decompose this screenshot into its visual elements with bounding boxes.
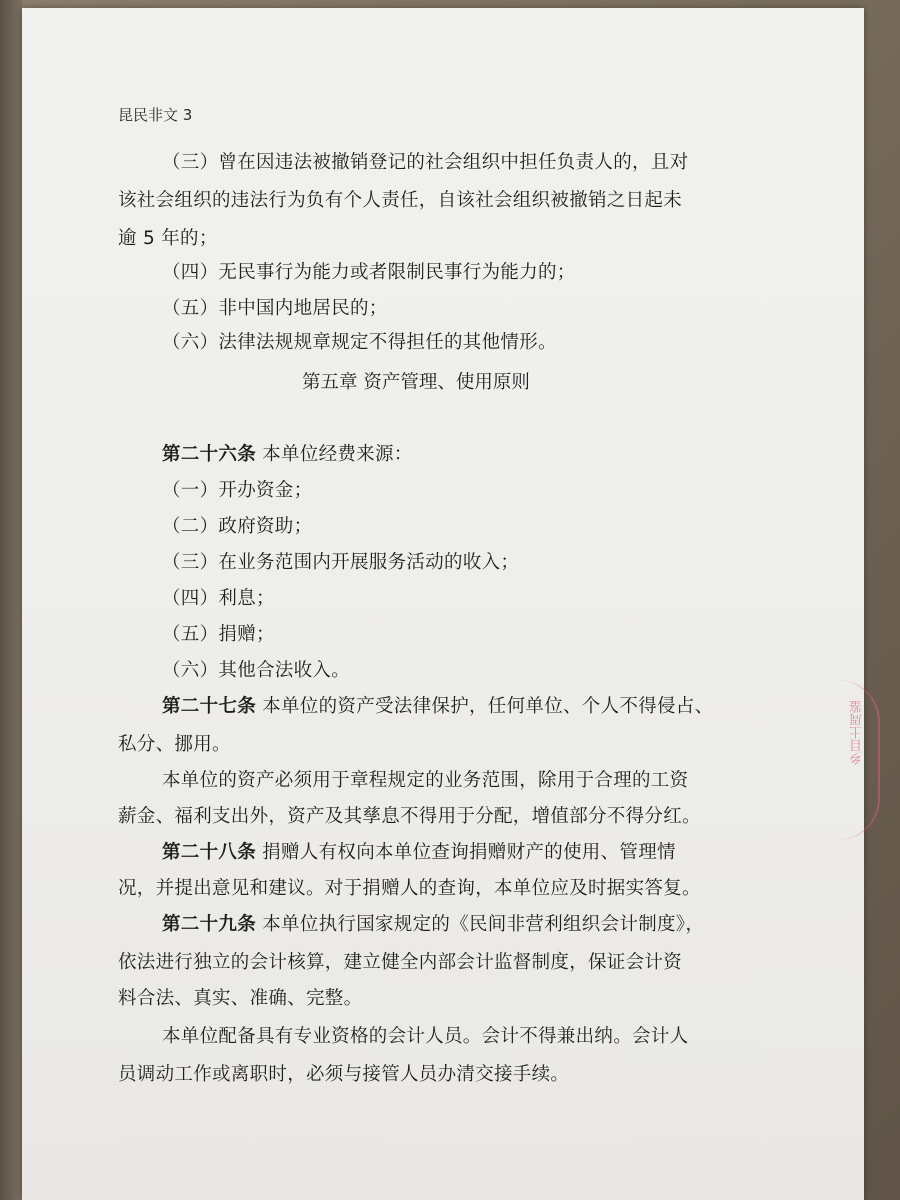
text-line: 本单位配备具有专业资格的会计人员。会计不得兼出纳。会计人 [162,1026,689,1047]
text-line: 员调动工作或离职时，必须与接管人员办清交接手续。 [118,1064,570,1085]
list-item: （一）开办资金； [162,480,313,501]
article-heading: 第二十八条 [162,842,257,863]
article-heading: 第二十九条 [162,914,257,935]
text-line: （六）法律法规规章规定不得担任的其他情形。 [162,332,557,353]
document-code: 昆民非文 3 [118,106,193,124]
list-item: （四）利息； [162,588,275,609]
list-item: （五）捐赠； [162,624,275,645]
text-line: （三）曾在因违法被撤销登记的社会组织中担任负责人的，且对 [162,152,689,173]
article-text: 捐赠人有权向本单位查询捐赠财产的使用、管理情 [256,842,676,863]
list-item: （六）其他合法收入。 [162,660,351,681]
text-line: 私分、挪用。 [118,734,231,755]
article-heading: 第二十六条 [162,444,257,465]
list-item: （三）在业务范围内开展服务活动的收入； [162,552,520,573]
text-line: 薪金、福利支出外，资产及其孳息不得用于分配，增值部分不得分红。 [118,806,701,827]
article-26-heading-line [162,440,413,466]
seal-stamp-text: 乡目土周鉴 [850,700,865,765]
article-text: 本单位的资产受法律保护，任何单位、个人不得侵占、 [256,696,714,717]
text-line: （五）非中国内地居民的； [162,298,388,319]
text-line: 况，并提出意见和建议。对于捐赠人的查询，本单位应及时据实答复。 [118,878,701,899]
text-line: 逾 5 年的； [118,228,218,249]
text-line: 该社会组织的违法行为负有个人责任，自该社会组织被撤销之日起未 [118,190,683,211]
list-item: （二）政府资助； [162,516,313,537]
text-line: 料合法、真实、准确、完整。 [118,988,363,1009]
text-line: 依法进行独立的会计核算，建立健全内部会计监督制度，保证会计资 [118,952,683,973]
text-line: （四）无民事行为能力或者限制民事行为能力的； [162,262,576,283]
text-line: 本单位的资产必须用于章程规定的业务范围，除用于合理的工资 [162,770,689,791]
article-29-line-1 [162,910,704,936]
chapter-title: 第五章 资产管理、使用原则 [302,372,530,393]
article-28-line-1 [162,838,676,864]
article-text: 本单位执行国家规定的《民间非营利组织会计制度》， [256,914,705,935]
article-heading: 第二十七条 [162,696,257,717]
article-27-line-1 [162,692,713,718]
article-text: 本单位经费来源： [256,444,413,465]
